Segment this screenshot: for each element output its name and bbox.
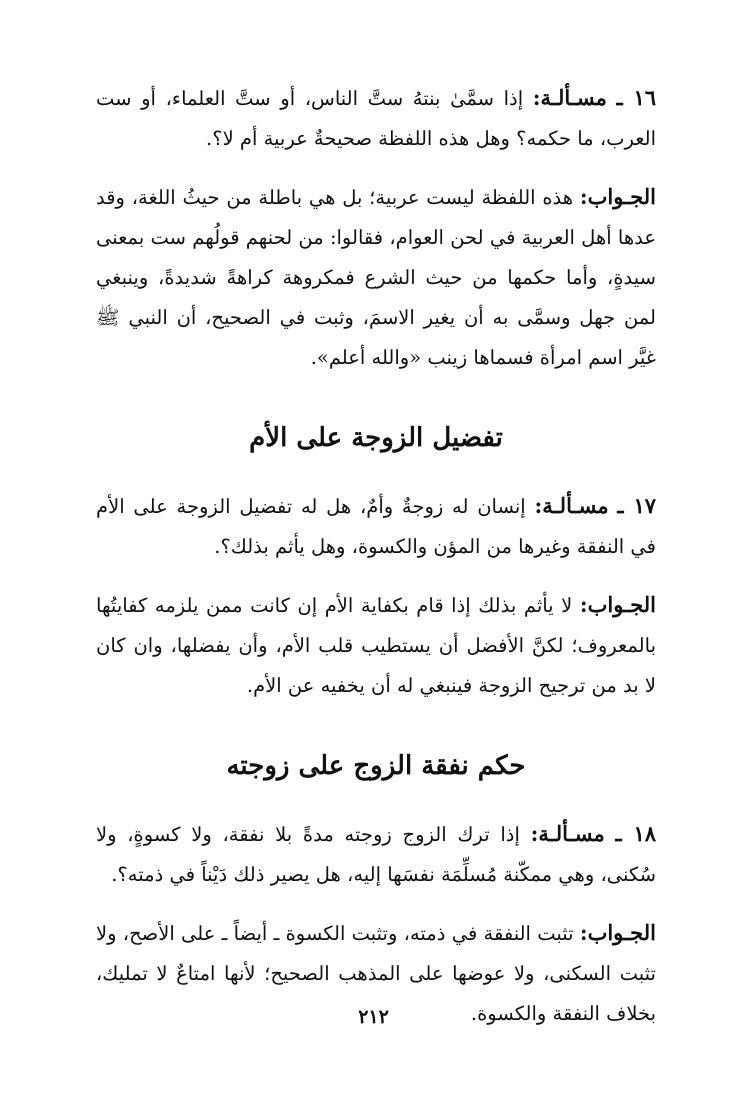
answer-18-label: الجـواب: <box>579 920 656 945</box>
page-content <box>96 78 656 1054</box>
answer-17-label: الجـواب: <box>579 592 656 617</box>
question-18-text: إذا ترك الزوج زوجته مدةً بلا نفقة، ولا كسوةٍ، ولا سُكنى، وهي ممكّنة مُسلِّمَة نفسَها إليه، هل يصير ذلك دَيْناً في ذمته؟. <box>96 823 656 886</box>
heading-wife-over-mother: تفضيل الزوجة على الأم <box>249 423 503 453</box>
question-16 <box>96 78 656 159</box>
question-17-label: مسـألـة: <box>534 493 609 518</box>
answer-16-label: الجـواب: <box>579 184 656 209</box>
question-17-number: ١٧ ـ <box>617 493 657 518</box>
answer-17-text: لا يأثم بذلك إذا قام بكفاية الأم إن كانت ممن يلزمه كفايتُها بالمعروف؛ لكنَّ الأفضل أن يستطيب قلب الأم، وأن يفضلها، وان كان لا بد من ترجيح الزوجة فينبغي له أن يخفيه عن الأم. <box>96 594 656 697</box>
answer-16-text: هذه اللفظة ليست عربية؛ بل هي باطلة من حيثُ اللغة، وقد عدها أهل العربية في لحن العوام، فقالوا: من لحنهم قولُهم ست بمعنى سيدةٍ، وأما حكمها من حيث الشرع فمكروهة كراهةً شديدةً، وينبغي لمن جهل وسمَّى به أن يغير الاسمَ، وثبت في الصحيح، أن النبي ﷺ غيَّر اسم امرأة فسماها زينب «والله أعلم». <box>96 186 656 369</box>
question-17-text: إنسان له زوجةٌ وأمٌ، هل له تفضيل الزوجة على الأم في النفقة وغيرها من المؤن والكسوة، وهل يأثم بذلك؟. <box>96 495 656 558</box>
question-18 <box>96 814 656 895</box>
question-18-label: مسـألـة: <box>530 821 605 846</box>
answer-16 <box>96 177 656 378</box>
question-16-number: ١٦ ـ <box>616 85 657 110</box>
question-16-label: مسـألـة: <box>532 85 607 110</box>
answer-17 <box>96 585 656 706</box>
question-17 <box>96 486 656 567</box>
question-16-text: إذا سمَّىٰ بنتهُ ستَّ الناس، أو ستَّ العلماء، أو ست العرب، ما حكمه؟ وهل هذه اللفظة صحيحةٌ عربية أم لا؟. <box>96 87 656 150</box>
page-number: ٢١٢ <box>358 1006 389 1028</box>
question-18-number: ١٨ ـ <box>615 821 657 846</box>
heading-husband-maintenance: حكم نفقة الزوج على زوجته <box>226 751 526 781</box>
answer-18-text: تثبت النفقة في ذمته، وتثبت الكسوة ـ أيضاً ـ على الأصح، ولا تثبت السكنى، ولا عوضها على المذهب الصحيح؛ لأنها امتاعٌ لا تمليك، بخلاف النفقة والكسوة. <box>96 922 656 1025</box>
